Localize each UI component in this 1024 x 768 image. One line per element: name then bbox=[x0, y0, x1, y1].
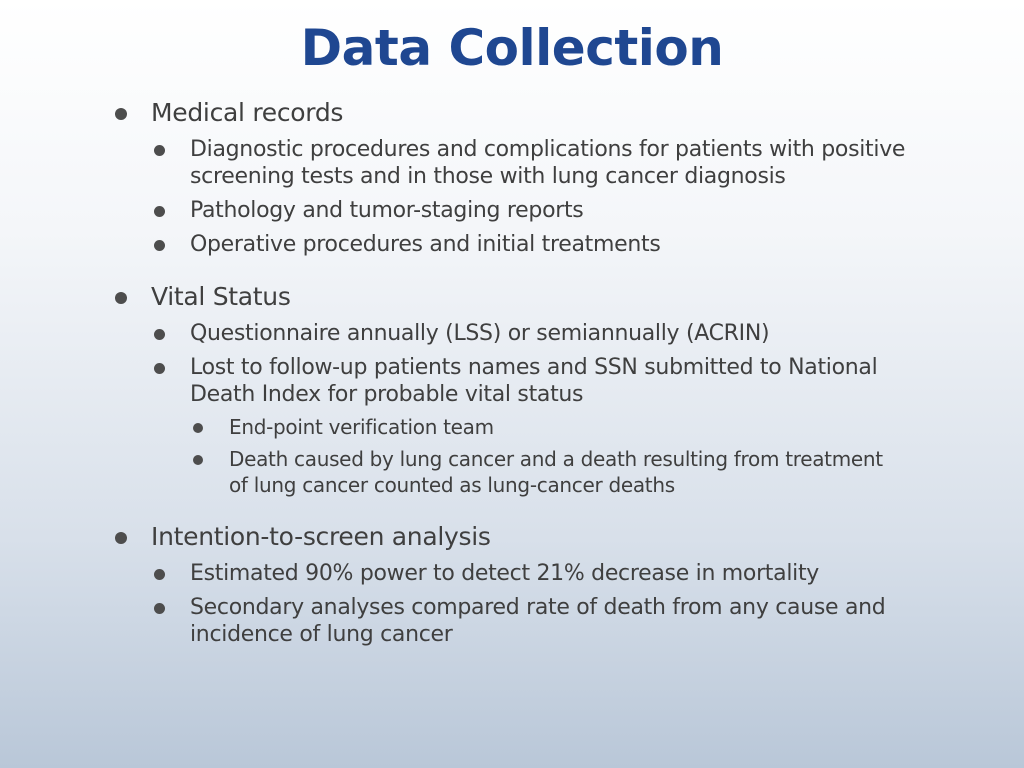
slide-title: Data Collection bbox=[300, 19, 724, 77]
bullet-text: Questionnaire annually (LSS) or semiannually (ACRIN) bbox=[190, 321, 770, 346]
sub-bullet bbox=[190, 594, 910, 648]
bullet-dot-icon bbox=[154, 603, 165, 614]
bullet-intention-to-screen bbox=[151, 520, 971, 554]
bullet-dot-icon bbox=[154, 145, 165, 156]
bullet-medical-records bbox=[151, 96, 971, 130]
bullet-text: Death caused by lung cancer and a death resulting from treatment of lung cancer counted as lung-cancer deaths bbox=[229, 447, 883, 497]
bullet-vital-status bbox=[151, 280, 971, 314]
section-gap bbox=[0, 258, 1024, 280]
sub-sub-bullet bbox=[229, 414, 889, 440]
bullet-dot-icon bbox=[193, 455, 203, 465]
bullet-dot-icon bbox=[154, 206, 165, 217]
bullet-dot-icon bbox=[193, 423, 203, 433]
bullet-dot-icon bbox=[115, 108, 127, 120]
section-gap bbox=[0, 498, 1024, 520]
bullet-dot-icon bbox=[154, 363, 165, 374]
sub-bullet bbox=[190, 197, 910, 224]
bullet-text: Estimated 90% power to detect 21% decrease in mortality bbox=[190, 561, 819, 586]
bullet-text: Secondary analyses compared rate of death from any cause and incidence of lung cancer bbox=[190, 595, 886, 647]
bullet-dot-icon bbox=[115, 292, 127, 304]
bullet-dot-icon bbox=[154, 329, 165, 340]
bullet-text: Intention-to-screen analysis bbox=[151, 522, 491, 551]
bullet-text: Operative procedures and initial treatments bbox=[190, 232, 661, 257]
bullet-text: Lost to follow-up patients names and SSN submitted to National Death Index for probable vital status bbox=[190, 355, 878, 407]
bullet-dot-icon bbox=[154, 569, 165, 580]
bullet-dot-icon bbox=[154, 240, 165, 251]
sub-bullet bbox=[190, 560, 910, 587]
sub-bullet bbox=[190, 354, 910, 408]
sub-bullet bbox=[190, 320, 910, 347]
slide-content bbox=[0, 96, 1024, 648]
sub-sub-bullet bbox=[229, 446, 889, 498]
bullet-dot-icon bbox=[115, 532, 127, 544]
sub-bullet bbox=[190, 136, 910, 190]
bullet-text: Medical records bbox=[151, 98, 344, 127]
bullet-text: Diagnostic procedures and complications for patients with positive screening tests and in those with lung cancer diagnosis bbox=[190, 137, 906, 189]
bullet-text: Vital Status bbox=[151, 282, 291, 311]
sub-bullet bbox=[190, 231, 910, 258]
bullet-text: Pathology and tumor-staging reports bbox=[190, 198, 584, 223]
bullet-text: End-point verification team bbox=[229, 415, 494, 439]
